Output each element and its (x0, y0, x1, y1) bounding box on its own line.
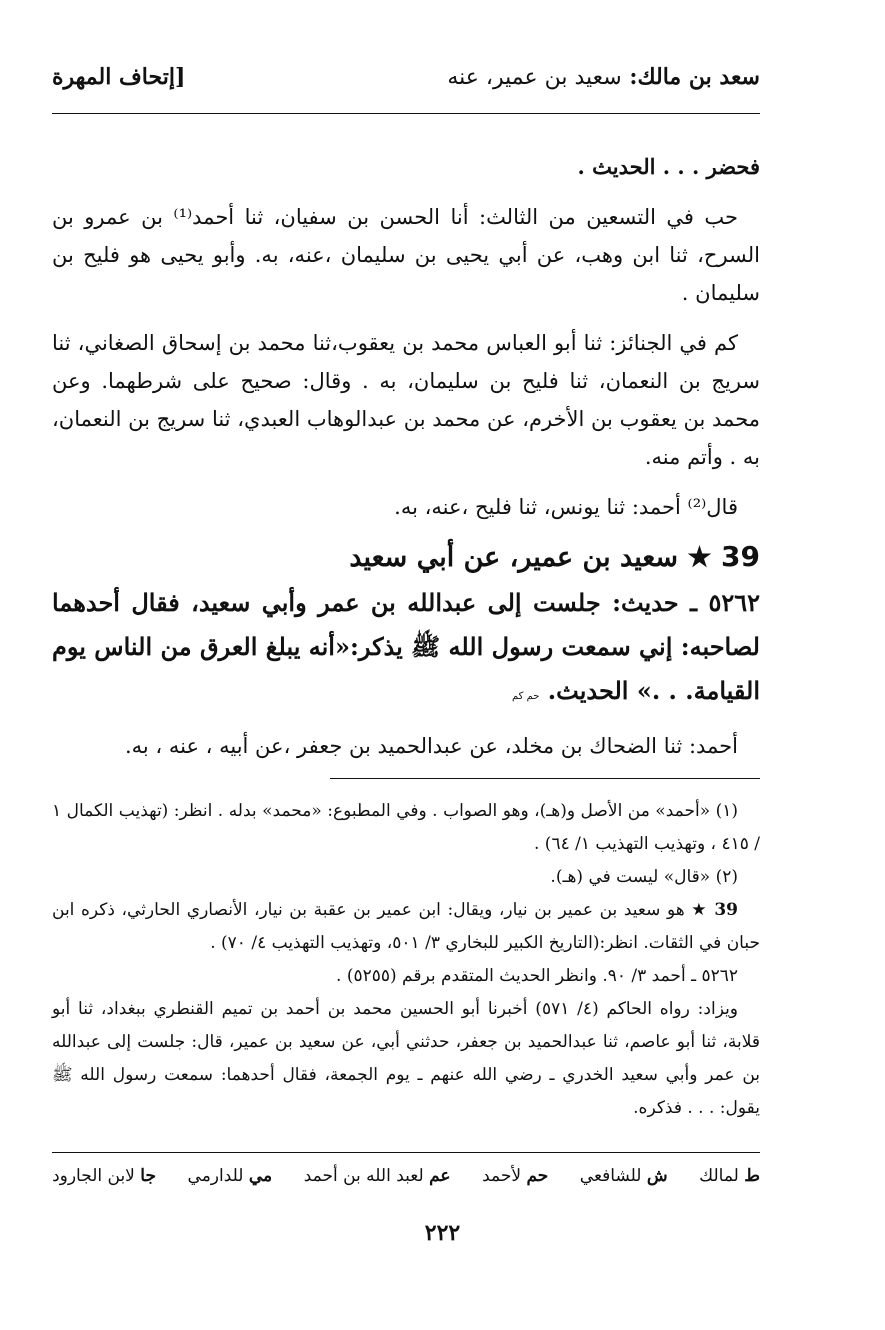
footnote-separator (330, 778, 760, 779)
main-text (52, 148, 760, 777)
paragraph-4: قال⁽²⁾ أحمد: ثنا يونس، ثنا فليح ،عنه، به. (394, 495, 738, 519)
sigla-separator (52, 1152, 760, 1153)
running-header-left: [إتحاف المهرة (52, 64, 186, 90)
footnote-3-text: ★ هو سعيد بن عمير بن نيار، ويقال: ابن عمير بن عقبة بن نيار، الأنصاري الحارثي، ذكره ابن حبان في الثقات. انظر:(التاريخ الكبير للبخاري ٣/ ٥٠١، وتهذيب التهذيب ٤/ ٧٠) . (52, 900, 760, 953)
paragraph-2: حب في التسعين من الثالث: أنا الحسن بن سفيان، ثنا أحمد⁽¹⁾ بن عمرو بن السرح، ثنا ابن وهب، عن أبي يحيى بن سليمان ،عنه، به. وأبو يحيى هو فليح بن سليمان . (52, 205, 760, 305)
entry-title-text: سعيد بن عمير، عن أبي سعيد (349, 542, 678, 573)
hadith-entry (52, 581, 760, 719)
footnote-5: ويزاد: رواه الحاكم (٤/ ٥٧١) أخبرنا أبو الحسين محمد بن أحمد بن تميم القنطري ببغداد، ثنا أبو قلابة، ثنا أبو عاصم، ثنا عبدالحميد بن جعفر، حدثني أبي، عن سعيد بن عمير، قال: جلست إلى عبدالله بن عمر وأبي سعيد الخدري ـ رضي الله عنهم ـ يوم الجمعة، فقال أحدهما: سمعت رسول الله ﷺ يقول: . . . فذكره. (52, 999, 760, 1118)
entry-title (52, 538, 760, 577)
hadith-siglum: حم كم (512, 691, 540, 702)
sigla-legend (52, 1166, 760, 1186)
siglum-3: حم لأحمد (482, 1166, 549, 1186)
siglum-4: عم لعبد الله بن أحمد (303, 1166, 451, 1186)
header-author: سعد بن مالك: (629, 64, 760, 90)
footnote-2: (٢) «قال» ليست في (هـ). (550, 867, 738, 887)
siglum-6: جا لابن الجارود (52, 1166, 156, 1186)
paragraph-5: أحمد: ثنا الضحاك بن مخلد، عن عبدالحميد بن جعفر ،عن أبيه ، عنه ، به. (124, 734, 738, 758)
header-rule (52, 113, 760, 114)
siglum-1: ط لمالك (699, 1166, 760, 1186)
star-icon: ★ (687, 542, 712, 573)
siglum-5: مي للدارمي (187, 1166, 273, 1186)
page-number: ٢٢٢ (424, 1220, 461, 1246)
paragraph-3: كم في الجنائز: ثنا أبو العباس محمد بن يعقوب،ثنا محمد بن إسحاق الصغاني، ثنا سريج بن النعمان، ثنا فليح بن سليمان، به . وقال: صحيح على شرطهما. وعن محمد بن يعقوب بن الأخرم، عن محمد بن عبدالوهاب العبدي، ثنا سريج بن النعمان، به . وأتم منه. (52, 331, 760, 469)
footnotes (52, 795, 760, 1125)
entry-number: 39 (721, 540, 760, 573)
siglum-2: ش للشافعي (579, 1166, 668, 1186)
hadith-number: ٥٢٦٢ (708, 588, 760, 617)
header-subject: سعيد بن عمير، عنه (447, 65, 622, 90)
hadith-text: ـ حديث: جلست إلى عبدالله بن عمر وأبي سعيد، فقال أحدهما لصاحبه: إني سمعت رسول الله ﷺ يذكر:«أنه يبلغ العرق من الناس يوم القيامة. . .» الحديث. (52, 588, 760, 705)
footnote-4: ٥٢٦٢ ـ أحمد ٣/ ٩٠. وانظر الحديث المتقدم برقم (٥٢٥٥) . (336, 966, 738, 986)
footnote-3 (52, 894, 760, 960)
running-header-right (447, 64, 760, 90)
footnote-3-number: 39 (714, 900, 739, 920)
paragraph-1: فحضر . . . الحديث . (577, 154, 760, 179)
footnote-1: (١) «أحمد» من الأصل و(هـ)، وهو الصواب . وفي المطبوع: «محمد» بدله . انظر: (تهذيب الكمال ١ / ٤١٥ ، وتهذيب التهذيب ١/ ٦٤) . (52, 801, 760, 854)
